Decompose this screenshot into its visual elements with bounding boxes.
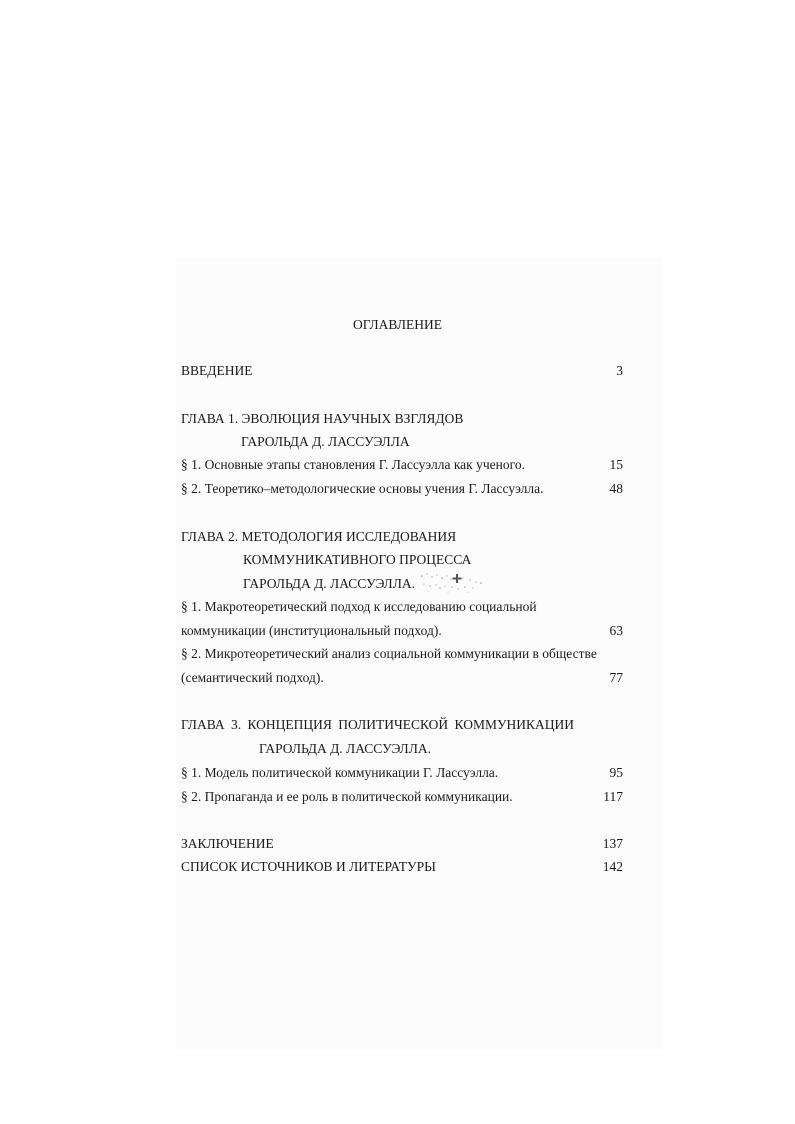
toc-ch2-section2-line2: (семантический подход). (181, 670, 324, 685)
toc-ch2-section1-line1: § 1. Макротеоретический подход к исследованию социальной (181, 599, 537, 614)
toc-ch2-title: ГЛАВА 2. МЕТОДОЛОГИЯ ИССЛЕДОВАНИЯ (181, 529, 457, 544)
toc-ch2-section2-line1: § 2. Микротеоретический анализ социальной коммуникации в обществе (181, 646, 597, 661)
toc-intro-page: 3 (616, 363, 623, 378)
toc-intro-label: ВВЕДЕНИЕ (181, 363, 253, 378)
toc-conclusion-page: 137 (602, 836, 623, 851)
toc-ch2-section1-page: 63 (609, 623, 623, 638)
library-stamp (418, 568, 488, 596)
toc-ch1-title: ГЛАВА 1. ЭВОЛЮЦИЯ НАУЧНЫХ ВЗГЛЯДОВ (181, 411, 464, 426)
toc-ch2-section1-line2: коммуникации (институциональный подход). (181, 623, 442, 638)
toc-ch2-subtitle2: ГАРОЛЬДА Д. ЛАССУЭЛЛА. (243, 576, 415, 591)
toc-ch1-subtitle: ГАРОЛЬДА Д. ЛАССУЭЛЛА (241, 434, 410, 449)
toc-ch3-section2: § 2. Пропаганда и ее роль в политической коммуникации. (181, 789, 513, 804)
toc-ch2-section2-page: 77 (609, 670, 623, 685)
toc-ch3-section2-page: 117 (603, 789, 623, 804)
toc-ch3-title: ГЛАВА 3. КОНЦЕПЦИЯ ПОЛИТИЧЕСКОЙ КОММУНИКАЦИИ (181, 717, 575, 732)
toc-conclusion: ЗАКЛЮЧЕНИЕ (181, 836, 274, 851)
toc-heading: ОГЛАВЛЕНИЕ (352, 317, 443, 332)
toc-ch1-section2: § 2. Теоретико–методологические основы учения Г. Лассуэлла. (181, 481, 544, 496)
toc-ch1-section1: § 1. Основные этапы становления Г. Лассуэлла как ученого. (181, 457, 525, 472)
toc-sources: СПИСОК ИСТОЧНИКОВ И ЛИТЕРАТУРЫ (181, 859, 436, 874)
toc-ch3-section1-page: 95 (609, 765, 623, 780)
toc-sources-page: 142 (602, 859, 623, 874)
toc-ch1-section1-page: 15 (609, 457, 623, 472)
toc-ch3-subtitle: ГАРОЛЬДА Д. ЛАССУЭЛЛА. (259, 741, 431, 756)
toc-ch2-subtitle1: КОММУНИКАТИВНОГО ПРОЦЕССА (243, 552, 472, 567)
toc-ch1-section2-page: 48 (609, 481, 623, 496)
toc-ch3-section1: § 1. Модель политической коммуникации Г. Лассуэлла. (181, 765, 499, 780)
